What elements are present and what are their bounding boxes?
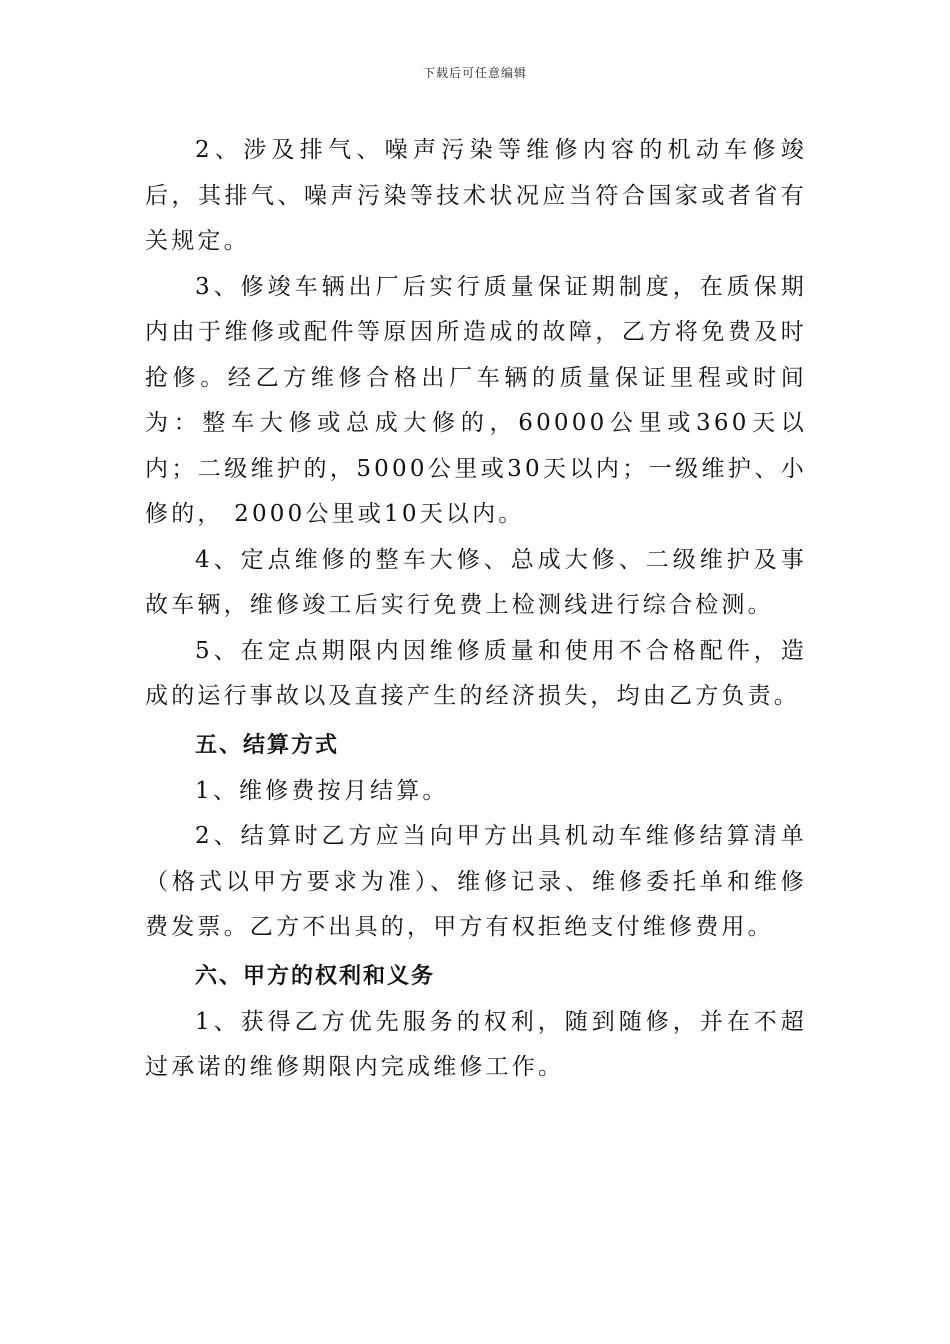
section-heading-settlement: 五、结算方式: [195, 732, 340, 758]
paragraph-monthly-settlement: 1、维修费按月结算。: [195, 777, 449, 804]
paragraph-inspection: 4、定点维修的整车大修、总成大修、二级维护及事故车辆，维修竣工后实行免费上检测线进行综合检测。: [145, 546, 807, 618]
paragraph-priority-service: 1、获得乙方优先服务的权利，随到随修，并在不超过承诺的维修期限内完成维修工作。: [145, 1008, 807, 1080]
document-body: [145, 128, 807, 1091]
section-heading-party-a-rights: 六、甲方的权利和义务: [195, 963, 436, 989]
paragraph-settlement-documents: 2、结算时乙方应当向甲方出具机动车维修结算清单（格式以甲方要求为准）、维修记录、维修委托单和维修费发票。乙方不出具的，甲方有权拒绝支付维修费用。: [145, 823, 807, 940]
header-note: 下载后可任意编辑: [422, 66, 527, 80]
paragraph-warranty: 3、修竣车辆出厂后实行质量保证期制度，在质保期内由于维修或配件等原因所造成的故障，乙方将免费及时抢修。经乙方维修合格出厂车辆的质量保证里程或时间为：整车大修或总成大修的，60000公里或360天以内；二级维护的，5000公里或30天以内；一级维护、小修的， 2000公里或10天以内。: [145, 273, 807, 527]
paragraph-liability: 5、在定点期限内因维修质量和使用不合格配件，造成的运行事故以及直接产生的经济损失，均由乙方负责。: [145, 637, 807, 709]
paragraph-emissions: 2、涉及排气、噪声污染等维修内容的机动车修竣后，其排气、噪声污染等技术状况应当符合国家或者省有关规定。: [145, 137, 807, 254]
